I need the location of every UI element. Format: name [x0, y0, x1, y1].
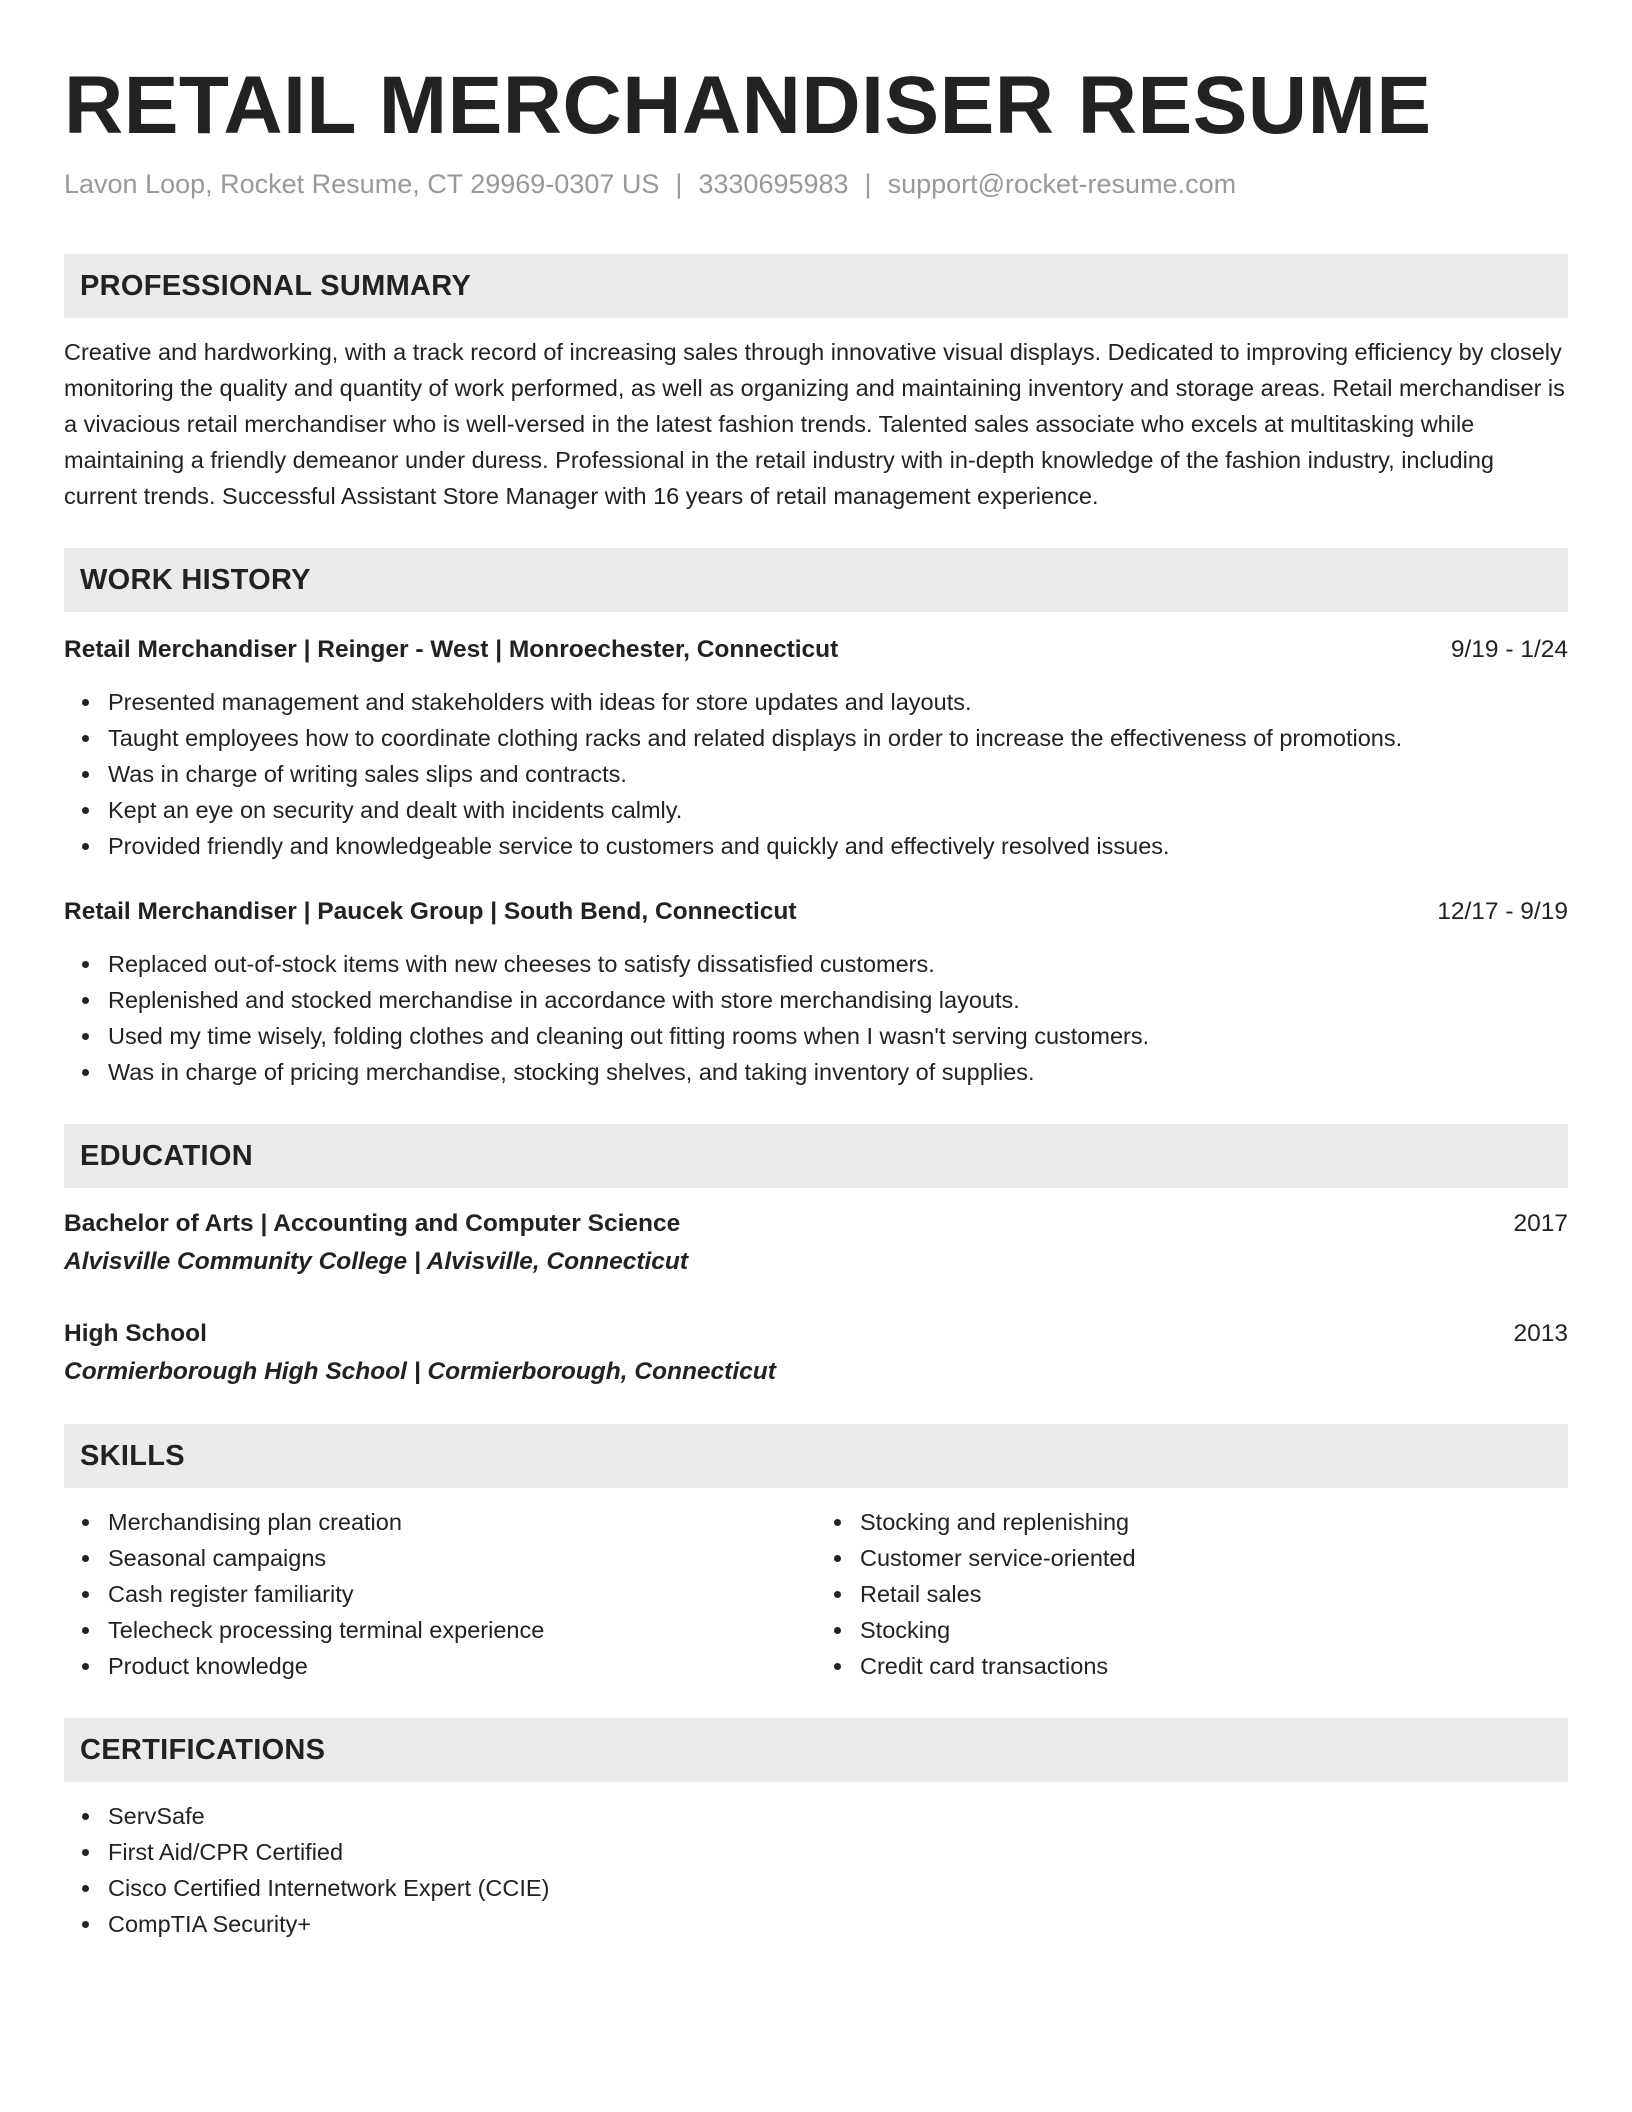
- list-item: Used my time wisely, folding clothes and cleaning out fitting rooms when I wasn't serving customers.: [108, 1018, 1568, 1054]
- certification-item: First Aid/CPR Certified: [108, 1834, 1568, 1870]
- job-dates: 12/17 - 9/19: [1437, 898, 1568, 925]
- certification-item: ServSafe: [108, 1798, 1568, 1834]
- contact-line: [64, 166, 1568, 202]
- job-dates: 9/19 - 1/24: [1450, 636, 1568, 663]
- section-header-work-history: WORK HISTORY: [64, 548, 1568, 612]
- contact-separator: |: [675, 169, 683, 199]
- job-title: Retail Merchandiser | Reinger - West | Monroechester, Connecticut: [64, 636, 839, 663]
- section-header-certifications: CERTIFICATIONS: [64, 1718, 1568, 1782]
- skills-columns: [64, 1504, 1568, 1684]
- skill-item: Cash register familiarity: [108, 1576, 816, 1612]
- contact-phone: 3330695983: [698, 169, 849, 199]
- education-entry: [64, 1316, 1568, 1390]
- job-bullets: [64, 946, 1568, 1090]
- section-header-summary: PROFESSIONAL SUMMARY: [64, 254, 1568, 318]
- skill-item: Customer service-oriented: [860, 1540, 1568, 1576]
- summary-text: Creative and hardworking, with a track record of increasing sales through innovative visual displays. Dedicated to improving efficiency by closely monitoring the quality and quantity of work performed, as well as organizing and maintaining inventory and storage areas. Retail merchandiser is a vivacious retail merchandiser who is well-versed in the latest fashion trends. Talented sales associate who excels at multitasking while maintaining a friendly demeanor under duress. Professional in the retail industry with in-depth knowledge of the fashion industry, including current trends. Successful Assistant Store Manager with 16 years of retail management experience.: [64, 339, 1565, 509]
- list-item: Replenished and stocked merchandise in accordance with store merchandising layouts.: [108, 982, 1568, 1018]
- education-school: Alvisville Community College | Alvisville, Connecticut: [64, 1248, 689, 1275]
- job-header: [64, 632, 1568, 668]
- skill-item: Retail sales: [860, 1576, 1568, 1612]
- job-entry: [64, 894, 1568, 1090]
- skill-item: Product knowledge: [108, 1648, 816, 1684]
- certification-item: CompTIA Security+: [108, 1906, 1568, 1942]
- job-header: [64, 894, 1568, 930]
- skill-item: Stocking: [860, 1612, 1568, 1648]
- list-item: Was in charge of writing sales slips and contracts.: [108, 756, 1568, 792]
- contact-separator: |: [864, 169, 872, 199]
- job-entry: [64, 632, 1568, 864]
- education-degree: Bachelor of Arts | Accounting and Computer Science: [64, 1210, 681, 1237]
- list-item: Replaced out-of-stock items with new cheeses to satisfy dissatisfied customers.: [108, 946, 1568, 982]
- list-item: Presented management and stakeholders with ideas for store updates and layouts.: [108, 684, 1568, 720]
- skill-item: Credit card transactions: [860, 1648, 1568, 1684]
- education-header: [64, 1206, 1568, 1242]
- skill-item: Merchandising plan creation: [108, 1504, 816, 1540]
- contact-address: Lavon Loop, Rocket Resume, CT 29969-0307 US: [64, 169, 660, 199]
- skill-item: Seasonal campaigns: [108, 1540, 816, 1576]
- contact-email: support@rocket-resume.com: [887, 169, 1237, 199]
- education-school: Cormierborough High School | Cormierborough, Connecticut: [64, 1358, 776, 1385]
- skills-list-right: [816, 1504, 1568, 1684]
- skill-item: Stocking and replenishing: [860, 1504, 1568, 1540]
- education-year: 2017: [1513, 1210, 1568, 1237]
- education-year: 2013: [1513, 1320, 1568, 1347]
- skills-list-left: [64, 1504, 816, 1684]
- list-item: Kept an eye on security and dealt with incidents calmly.: [108, 792, 1568, 828]
- section-header-skills: SKILLS: [64, 1424, 1568, 1488]
- section-header-education: EDUCATION: [64, 1124, 1568, 1188]
- certifications-list: [64, 1798, 1568, 1942]
- list-item: Was in charge of pricing merchandise, stocking shelves, and taking inventory of supplies.: [108, 1054, 1568, 1090]
- education-entry: [64, 1206, 1568, 1280]
- job-bullets: [64, 684, 1568, 864]
- job-title: Retail Merchandiser | Paucek Group | South Bend, Connecticut: [64, 898, 797, 925]
- list-item: Provided friendly and knowledgeable service to customers and quickly and effectively resolved issues.: [108, 828, 1568, 864]
- education-header: [64, 1316, 1568, 1352]
- list-item: Taught employees how to coordinate clothing racks and related displays in order to increase the effectiveness of promotions.: [108, 720, 1568, 756]
- skill-item: Telecheck processing terminal experience: [108, 1612, 816, 1648]
- resume-title: RETAIL MERCHANDISER RESUME: [64, 60, 1432, 151]
- education-degree: High School: [64, 1320, 207, 1347]
- certification-item: Cisco Certified Internetwork Expert (CCIE): [108, 1870, 1568, 1906]
